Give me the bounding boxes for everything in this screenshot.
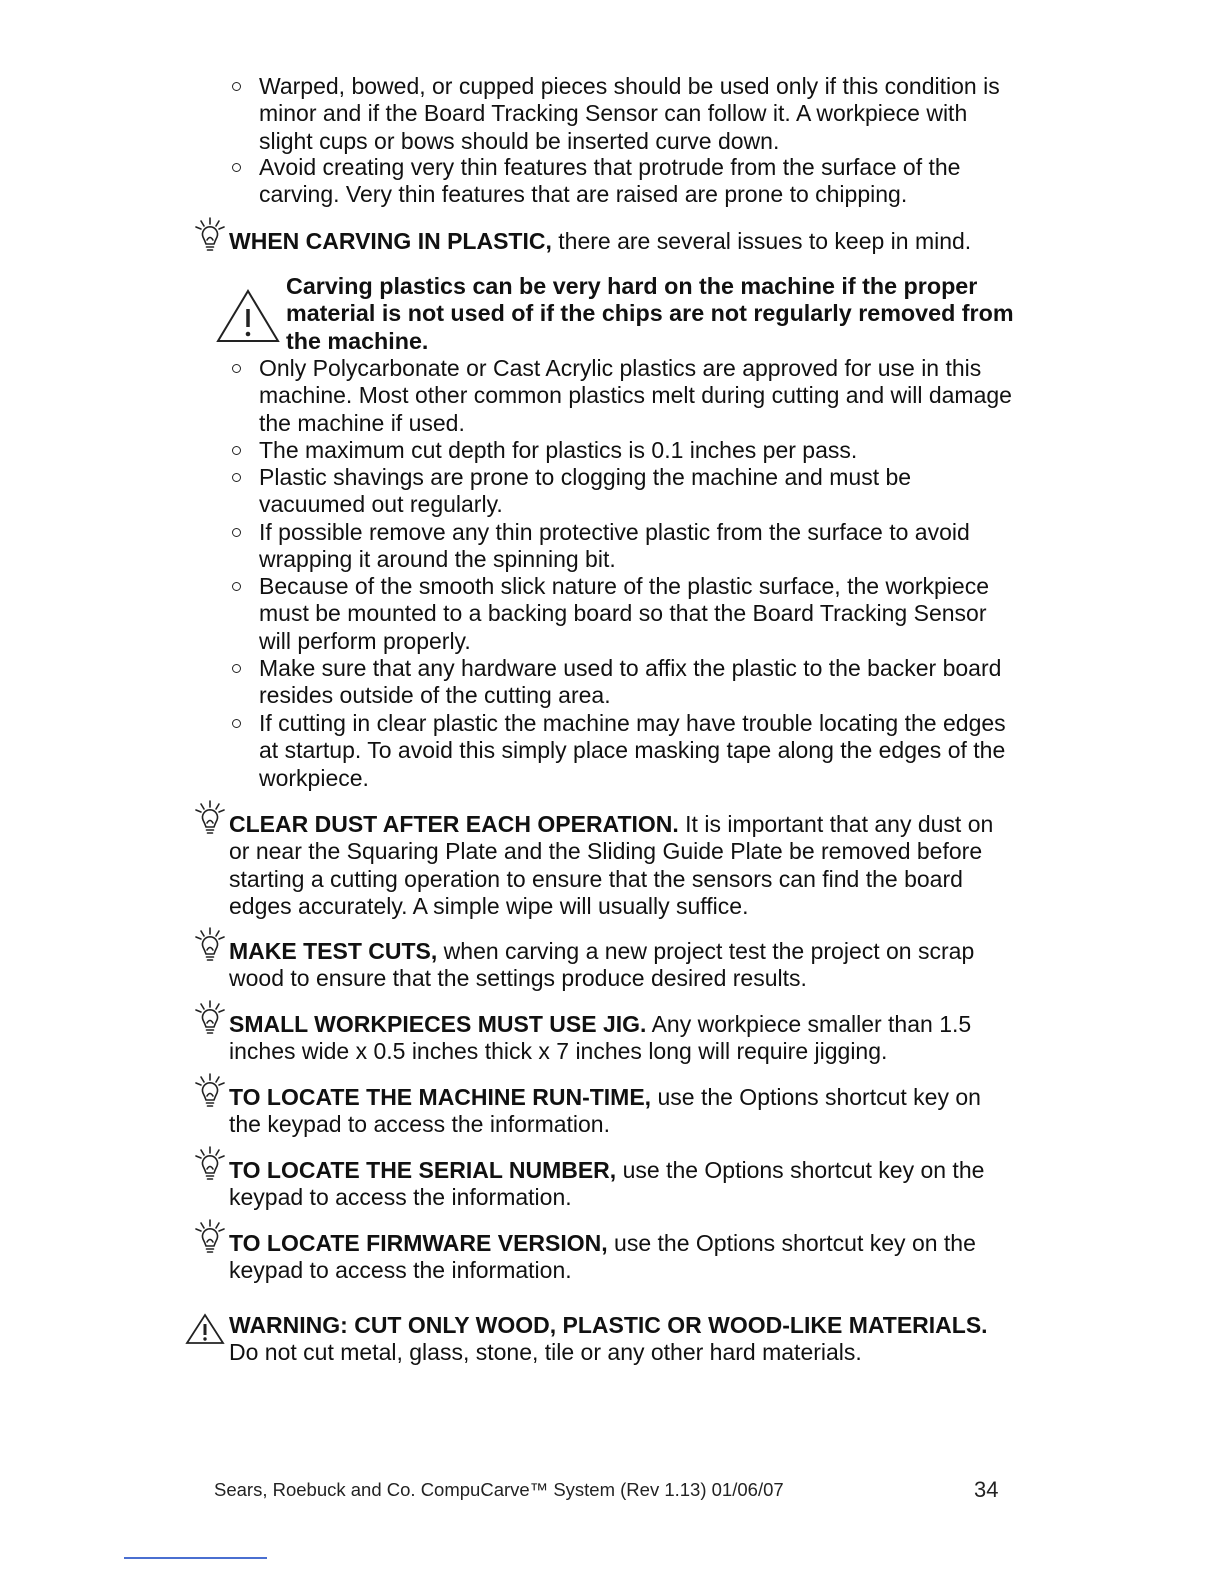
bullet-icon: [232, 82, 241, 91]
tip-text: [229, 938, 1014, 993]
bullet-text: Plastic shavings are prone to clogging the machine and must be vacuumed out regularly.: [259, 464, 912, 518]
tip-text: [229, 811, 1014, 920]
tip-heading: TO LOCATE THE SERIAL NUMBER,: [229, 1157, 617, 1183]
tip-heading: CLEAR DUST AFTER EACH OPERATION.: [229, 811, 679, 837]
tip-text: [229, 1157, 1014, 1212]
bottom-divider: [124, 1557, 267, 1559]
warning-heading: WARNING: CUT ONLY WOOD, PLASTIC OR WOOD-LIKE MATERIALS.: [229, 1312, 988, 1338]
lightbulb-icon: [194, 1145, 226, 1189]
tip-body: use the Options shortcut key on the keypad to access the information.: [229, 1230, 976, 1284]
bullet-text: Because of the smooth slick nature of the plastic surface, the workpiece must be mounted to a backing board so that the Board Tracking Sensor will perform properly.: [259, 573, 989, 654]
tip-heading: SMALL WORKPIECES MUST USE JIG.: [229, 1011, 647, 1037]
bullet-text: If possible remove any thin protective plastic from the surface to avoid wrapping it around the spinning bit.: [259, 519, 970, 573]
tip-heading: WHEN CARVING IN PLASTIC,: [229, 228, 552, 254]
lightbulb-icon: [194, 216, 226, 260]
tip-body: when carving a new project test the project on scrap wood to ensure that the settings produce desired results.: [229, 938, 975, 992]
warning-triangle-icon: [184, 1312, 226, 1346]
warning-text: [229, 1312, 1014, 1367]
lightbulb-icon: [194, 926, 226, 970]
tip-body: use the Options shortcut key on the keypad to access the information.: [229, 1084, 981, 1138]
warning-body: Do not cut metal, glass, stone, tile or any other hard materials.: [229, 1339, 862, 1366]
bullet-icon: [232, 364, 241, 373]
bullet-text: The maximum cut depth for plastics is 0.1 inches per pass.: [259, 437, 858, 463]
lightbulb-icon: [194, 999, 226, 1043]
tip-body: It is important that any dust on or near the Squaring Plate and the Sliding Guide Plate be removed before starting a cutting operation to ensure that the sensors can find the board edges accurately. A simple wipe will usually suffice.: [229, 811, 994, 919]
tip-heading: TO LOCATE FIRMWARE VERSION,: [229, 1230, 608, 1256]
tip-text: [229, 1084, 1014, 1139]
lightbulb-icon: [194, 799, 226, 843]
bullet-text: Only Polycarbonate or Cast Acrylic plastics are approved for use in this machine. Most other common plastics melt during cutting and will damage the machine if used.: [259, 355, 1012, 436]
bullet-text: Warped, bowed, or cupped pieces should be used only if this condition is minor and if the Board Tracking Sensor can follow it. A workpiece with slight cups or bows should be inserted curve down.: [259, 73, 1000, 154]
tip-text: [229, 228, 1014, 255]
bullet-icon: [232, 528, 241, 537]
caution-text: Carving plastics can be very hard on the machine if the proper material is not used of if the chips are not regularly removed from the machine.: [286, 273, 1014, 354]
bullet-icon: [232, 163, 241, 172]
tip-body: there are several issues to keep in mind.: [551, 228, 972, 254]
tip-text: [229, 1011, 1014, 1066]
bullet-icon: [232, 473, 241, 482]
tip-heading: MAKE TEST CUTS,: [229, 938, 438, 964]
bullet-icon: [232, 664, 241, 673]
lightbulb-icon: [194, 1072, 226, 1116]
tip-body: use the Options shortcut key on the keypad to access the information.: [229, 1157, 985, 1211]
bullet-text: Avoid creating very thin features that protrude from the surface of the carving. Very thin features that are raised are prone to chipping.: [259, 154, 961, 208]
tip-body: Any workpiece smaller than 1.5 inches wide x 0.5 inches thick x 7 inches long will require jigging.: [229, 1011, 972, 1065]
bullet-text: If cutting in clear plastic the machine may have trouble locating the edges at startup. To avoid this simply place masking tape along the edges of the workpiece.: [259, 710, 1006, 791]
bullet-icon: [232, 719, 241, 728]
tip-heading: TO LOCATE THE MACHINE RUN-TIME,: [229, 1084, 652, 1110]
page-number: 34: [974, 1477, 999, 1502]
warning-triangle-icon: [214, 287, 282, 347]
bullet-icon: [232, 582, 241, 591]
bullet-text: Make sure that any hardware used to affix the plastic to the backer board resides outside of the cutting area.: [259, 655, 1002, 709]
bullet-icon: [232, 446, 241, 455]
page-footer: Sears, Roebuck and Co. CompuCarve™ System (Rev 1.13) 01/06/07: [214, 1479, 784, 1500]
lightbulb-icon: [194, 1218, 226, 1262]
tip-text: [229, 1230, 1014, 1285]
